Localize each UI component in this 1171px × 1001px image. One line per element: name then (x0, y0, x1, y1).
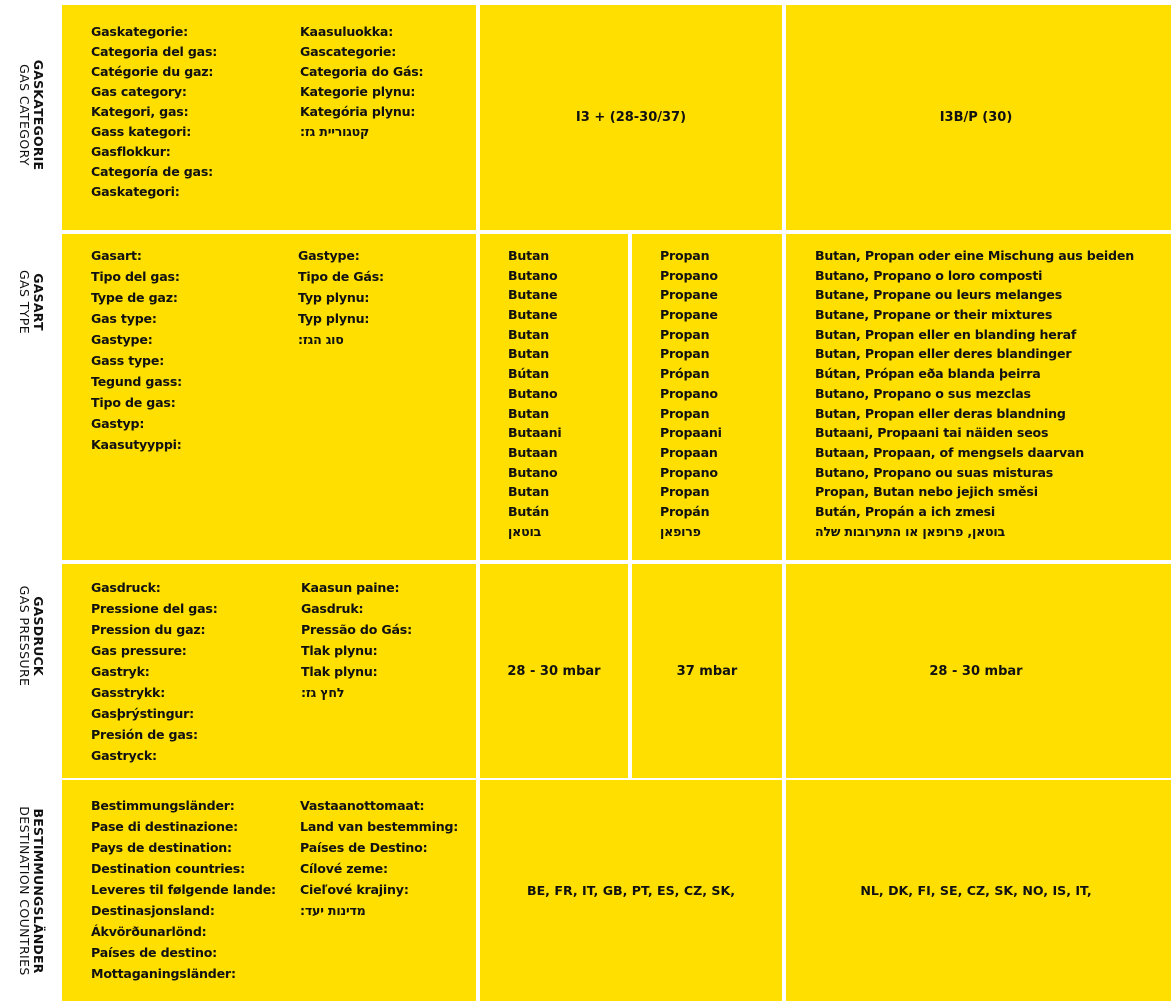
butane-name: Butaan (508, 444, 558, 460)
label: Categoria del gas: (91, 44, 218, 59)
butane-list (508, 246, 561, 541)
label: Países de Destino: (300, 840, 428, 855)
label: Gasflokkur: (91, 144, 171, 159)
type-propane-cell (632, 234, 782, 560)
label: Gass type: (91, 353, 165, 368)
label: Leveres til følgende lande: (91, 882, 276, 897)
mixture-text: Butan, Propan eller deres blandinger (815, 346, 1072, 362)
pressure-value-b-cell (632, 564, 782, 778)
propane-name-hebrew: פרופאן (660, 523, 701, 539)
label: Gaskategorie: (91, 24, 188, 39)
label: Type de gaz: (91, 290, 178, 305)
type-labels-cell (62, 234, 476, 560)
row-header-gas-pressure (0, 564, 62, 778)
destination-labels-left (91, 795, 276, 984)
label: Gas type: (91, 311, 157, 326)
mixture-text: Butaani, Propaani tai näiden seos (815, 425, 1049, 441)
label: Typ plynu: (298, 290, 370, 305)
row-title-en: DESTINATION COUNTRIES (17, 805, 32, 976)
label: Gas category: (91, 84, 187, 99)
mixture-text: Butano, Propano ou suas misturas (815, 464, 1054, 480)
label: Pays de destination: (91, 840, 232, 855)
label: Gascategorie: (300, 44, 397, 59)
mixture-text: Butan, Propan oder eine Mischung aus beiden (815, 248, 1134, 263)
pressure-value-c-cell (786, 564, 1171, 778)
pressure-labels-right (301, 577, 412, 703)
row-title-de: GASKATEGORIE (31, 59, 46, 171)
label-hebrew: קטגוריית גז: (300, 124, 370, 139)
propane-name: Propan (660, 484, 710, 500)
label: Pressione del gas: (91, 601, 218, 616)
label-hebrew: מדינות יעד: (300, 903, 366, 918)
propane-name: Propane (660, 287, 718, 303)
category-value-a: I3 + (28-30/37) (575, 110, 687, 125)
propane-name: Propán (660, 503, 710, 519)
butane-name: Bután (508, 503, 550, 519)
label: Categoria do Gás: (300, 64, 424, 79)
butane-name: Butan (508, 346, 550, 362)
mixture-text: Butane, Propane or their mixtures (815, 307, 1053, 323)
destination-value-b-cell (786, 780, 1171, 1001)
butane-name: Butan (508, 326, 550, 342)
category-labels-cell (62, 5, 476, 230)
destination-value-a-cell (480, 780, 782, 1001)
propane-name: Propaan (660, 444, 718, 460)
label: Gastryck: (91, 748, 157, 763)
mixture-text: Bután, Propán a ich zmesi (815, 503, 995, 519)
row-title-de: BESTIMMUNGSLÄNDER (31, 807, 46, 974)
mixture-text: Butane, Propane ou leurs melanges (815, 287, 1063, 303)
label: Cieľové krajiny: (300, 882, 409, 897)
butane-name: Butan (508, 248, 550, 263)
row-title-destination (17, 806, 45, 976)
row-title-en: GAS PRESSURE (17, 585, 32, 687)
destination-labels-cell (62, 780, 476, 1001)
butane-name-hebrew: בוטאן (508, 523, 542, 539)
mixture-text: Butano, Propano o loro composti (815, 267, 1043, 283)
pressure-labels-cell (62, 564, 476, 778)
label: Kategória plynu: (300, 104, 416, 119)
propane-name: Propan (660, 248, 710, 263)
label: Destination countries: (91, 861, 245, 876)
label: Gass kategori: (91, 124, 192, 139)
row-title-gas-category (17, 60, 45, 171)
mixture-text: Butaan, Propaan, of mengsels daarvan (815, 444, 1085, 460)
butane-name: Butano (508, 267, 558, 283)
pressure-value-c: 28 - 30 mbar (929, 663, 1023, 679)
row-title-de: GASDRUCK (31, 596, 46, 676)
butane-name: Butano (508, 464, 558, 480)
label: Gasart: (91, 248, 142, 263)
category-labels-left (91, 22, 217, 202)
label: Gasstrykk: (91, 685, 166, 700)
propane-name: Propan (660, 326, 710, 342)
label: Kategorie plynu: (300, 84, 416, 99)
label: Kaasuluokka: (300, 24, 394, 39)
label: Kaasutyyppi: (91, 437, 182, 452)
label: Typ plynu: (298, 311, 370, 326)
label: Vastaanottomaat: (300, 798, 425, 813)
destination-value-a: BE, FR, IT, GB, PT, ES, CZ, SK, (526, 883, 736, 898)
pressure-value-b: 37 mbar (676, 663, 738, 679)
category-labels-right (300, 22, 423, 142)
label: Países de destino: (91, 945, 218, 960)
label: Categoría de gas: (91, 164, 213, 179)
label: Tipo del gas: (91, 269, 180, 284)
label-hebrew: לחץ גז: (301, 685, 345, 700)
label: Gastype: (298, 248, 360, 263)
label: Tegund gass: (91, 374, 182, 389)
label: Tlak plynu: (301, 643, 378, 658)
butane-name: Butan (508, 484, 550, 500)
destination-value-b: NL, DK, FI, SE, CZ, SK, NO, IS, IT, (860, 883, 1092, 898)
label: Land van bestemming: (300, 819, 459, 834)
propane-name: Propano (660, 267, 718, 283)
propane-name: Propano (660, 464, 718, 480)
type-mixture-cell (786, 234, 1171, 560)
row-title-gas-pressure (17, 586, 45, 687)
propane-name: Propane (660, 307, 718, 323)
category-value-b: I3B/P (30) (939, 110, 1013, 125)
label: Gastryk: (91, 664, 150, 679)
label: Destinasjonsland: (91, 903, 215, 918)
mixture-list (815, 246, 1134, 541)
label: Pase di destinazione: (91, 819, 239, 834)
label: Bestimmungsländer: (91, 798, 235, 813)
row-title-en: GAS CATEGORY (17, 64, 32, 166)
row-title-gas-type (17, 270, 45, 334)
mixture-text: Butan, Propan eller en blanding heraf (815, 326, 1077, 342)
label: Pression du gaz: (91, 622, 206, 637)
label: Gaskategori: (91, 184, 180, 199)
label: Mottaganingsländer: (91, 966, 236, 981)
label: Cílové zeme: (300, 861, 388, 876)
butane-name: Butan (508, 405, 550, 421)
mixture-text: Butano, Propano o sus mezclas (815, 385, 1031, 401)
propane-name: Propaani (660, 425, 722, 441)
row-header-gas-type (0, 232, 62, 562)
propane-name: Propan (660, 346, 710, 362)
destination-labels-right (300, 795, 458, 921)
category-value-a-cell (480, 5, 782, 230)
row-header-gas-category (0, 0, 62, 230)
propane-list (660, 246, 722, 541)
row-header-destination (0, 780, 62, 1001)
pressure-labels-left (91, 577, 218, 766)
category-value-b-cell (786, 5, 1171, 230)
pressure-value-a: 28 - 30 mbar (507, 663, 601, 679)
propane-name: Propano (660, 385, 718, 401)
type-butane-cell (480, 234, 628, 560)
label: Gas pressure: (91, 643, 187, 658)
label-hebrew: סוג הגז: (298, 332, 344, 347)
row-title-de: GASART (31, 273, 46, 331)
mixture-text: Bútan, Própan eða blanda þeirra (815, 366, 1041, 382)
label: Kaasun paine: (301, 580, 400, 595)
mixture-text: Propan, Butan nebo jejich směsi (815, 484, 1038, 500)
row-title-en: GAS TYPE (17, 269, 32, 335)
label: Tipo de gas: (91, 395, 176, 410)
butane-name: Butano (508, 385, 558, 401)
label: Gastyp: (91, 416, 145, 431)
butane-name: Butane (508, 287, 558, 303)
label: Gasdruk: (301, 601, 364, 616)
type-labels-left (91, 245, 182, 455)
type-labels-right (298, 245, 384, 350)
butane-name: Bútan (508, 366, 550, 382)
propane-name: Própan (660, 366, 710, 382)
label: Ákvörðunarlönd: (91, 924, 207, 939)
label: Gasdruck: (91, 580, 161, 595)
label: Catégorie du gaz: (91, 64, 214, 79)
label: Presión de gas: (91, 727, 198, 742)
pressure-value-a-cell (480, 564, 628, 778)
mixture-text: Butan, Propan eller deras blandning (815, 405, 1066, 421)
butane-name: Butane (508, 307, 558, 323)
label: Kategori, gas: (91, 104, 189, 119)
mixture-text-hebrew: בוטאן, פרופאן או התערובות שלה (815, 523, 1005, 539)
label: Tlak plynu: (301, 664, 378, 679)
propane-name: Propan (660, 405, 710, 421)
label: Pressão do Gás: (301, 622, 412, 637)
label: Gasþrýstingur: (91, 706, 194, 721)
label: Gastype: (91, 332, 153, 347)
label: Tipo de Gás: (298, 269, 384, 284)
butane-name: Butaani (508, 425, 562, 441)
